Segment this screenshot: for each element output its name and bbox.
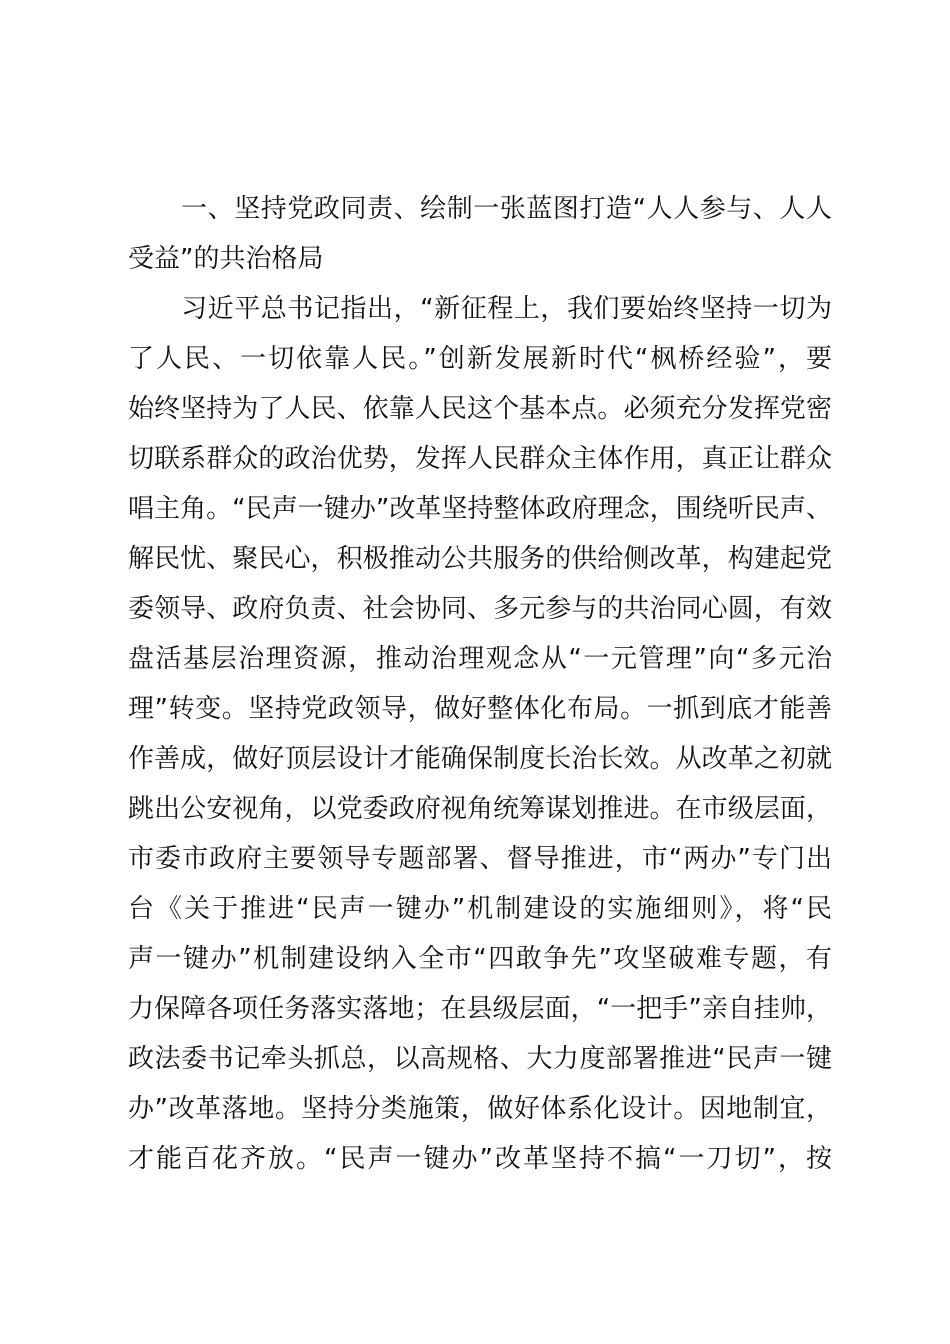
paragraph-line: 市委市政府主要领导专题部署、督导推进，市“两办”专门出 (128, 844, 832, 874)
paragraph-line: 委领导、政府负责、社会协同、多元参与的共治同心圆，有效 (128, 594, 832, 624)
paragraph-line: 台《关于推进“民声一键办”机制建设的实施细则》，将“民 (128, 894, 832, 924)
paragraph-line: 切联系群众的政治优势，发挥人民群众主体作用，真正让群众 (128, 444, 832, 474)
heading-line: 一、坚持党政同责、绘制一张蓝图打造“人人参与、人人 (128, 194, 832, 224)
paragraph-line: 才能百花齐放。“民声一键办”改革坚持不搞“一刀切”，按 (128, 1144, 832, 1174)
paragraph-line: 跳出公安视角，以党委政府视角统筹谋划推进。在市级层面， (128, 794, 832, 824)
paragraph-line: 力保障各项任务落实落地；在县级层面，“一把手”亲自挂帅， (128, 994, 832, 1024)
paragraph-line: 习近平总书记指出，“新征程上，我们要始终坚持一切为 (128, 294, 832, 324)
heading-line: 受益”的共治格局 (128, 244, 324, 274)
paragraph-line: 政法委书记牵头抓总，以高规格、大力度部署推进“民声一键 (128, 1044, 832, 1074)
paragraph-line: 声一键办”机制建设纳入全市“四敢争先”攻坚破难专题，有 (128, 944, 832, 974)
paragraph-line: 作善成，做好顶层设计才能确保制度长治长效。从改革之初就 (128, 744, 832, 774)
paragraph-line: 解民忧、聚民心，积极推动公共服务的供给侧改革，构建起党 (128, 544, 832, 574)
paragraph-line: 盘活基层治理资源，推动治理观念从“一元管理”向“多元治 (128, 644, 832, 674)
document-body (128, 184, 832, 1184)
paragraph-line: 唱主角。“民声一键办”改革坚持整体政府理念，围绕听民声、 (128, 494, 832, 524)
paragraph-line: 理”转变。坚持党政领导，做好整体化布局。一抓到底才能善 (128, 694, 832, 724)
paragraph-line: 办”改革落地。坚持分类施策，做好体系化设计。因地制宜， (128, 1094, 832, 1124)
paragraph-line: 了人民、一切依靠人民。”创新发展新时代“枫桥经验”，要 (128, 344, 832, 374)
paragraph-line: 始终坚持为了人民、依靠人民这个基本点。必须充分发挥党密 (128, 394, 832, 424)
